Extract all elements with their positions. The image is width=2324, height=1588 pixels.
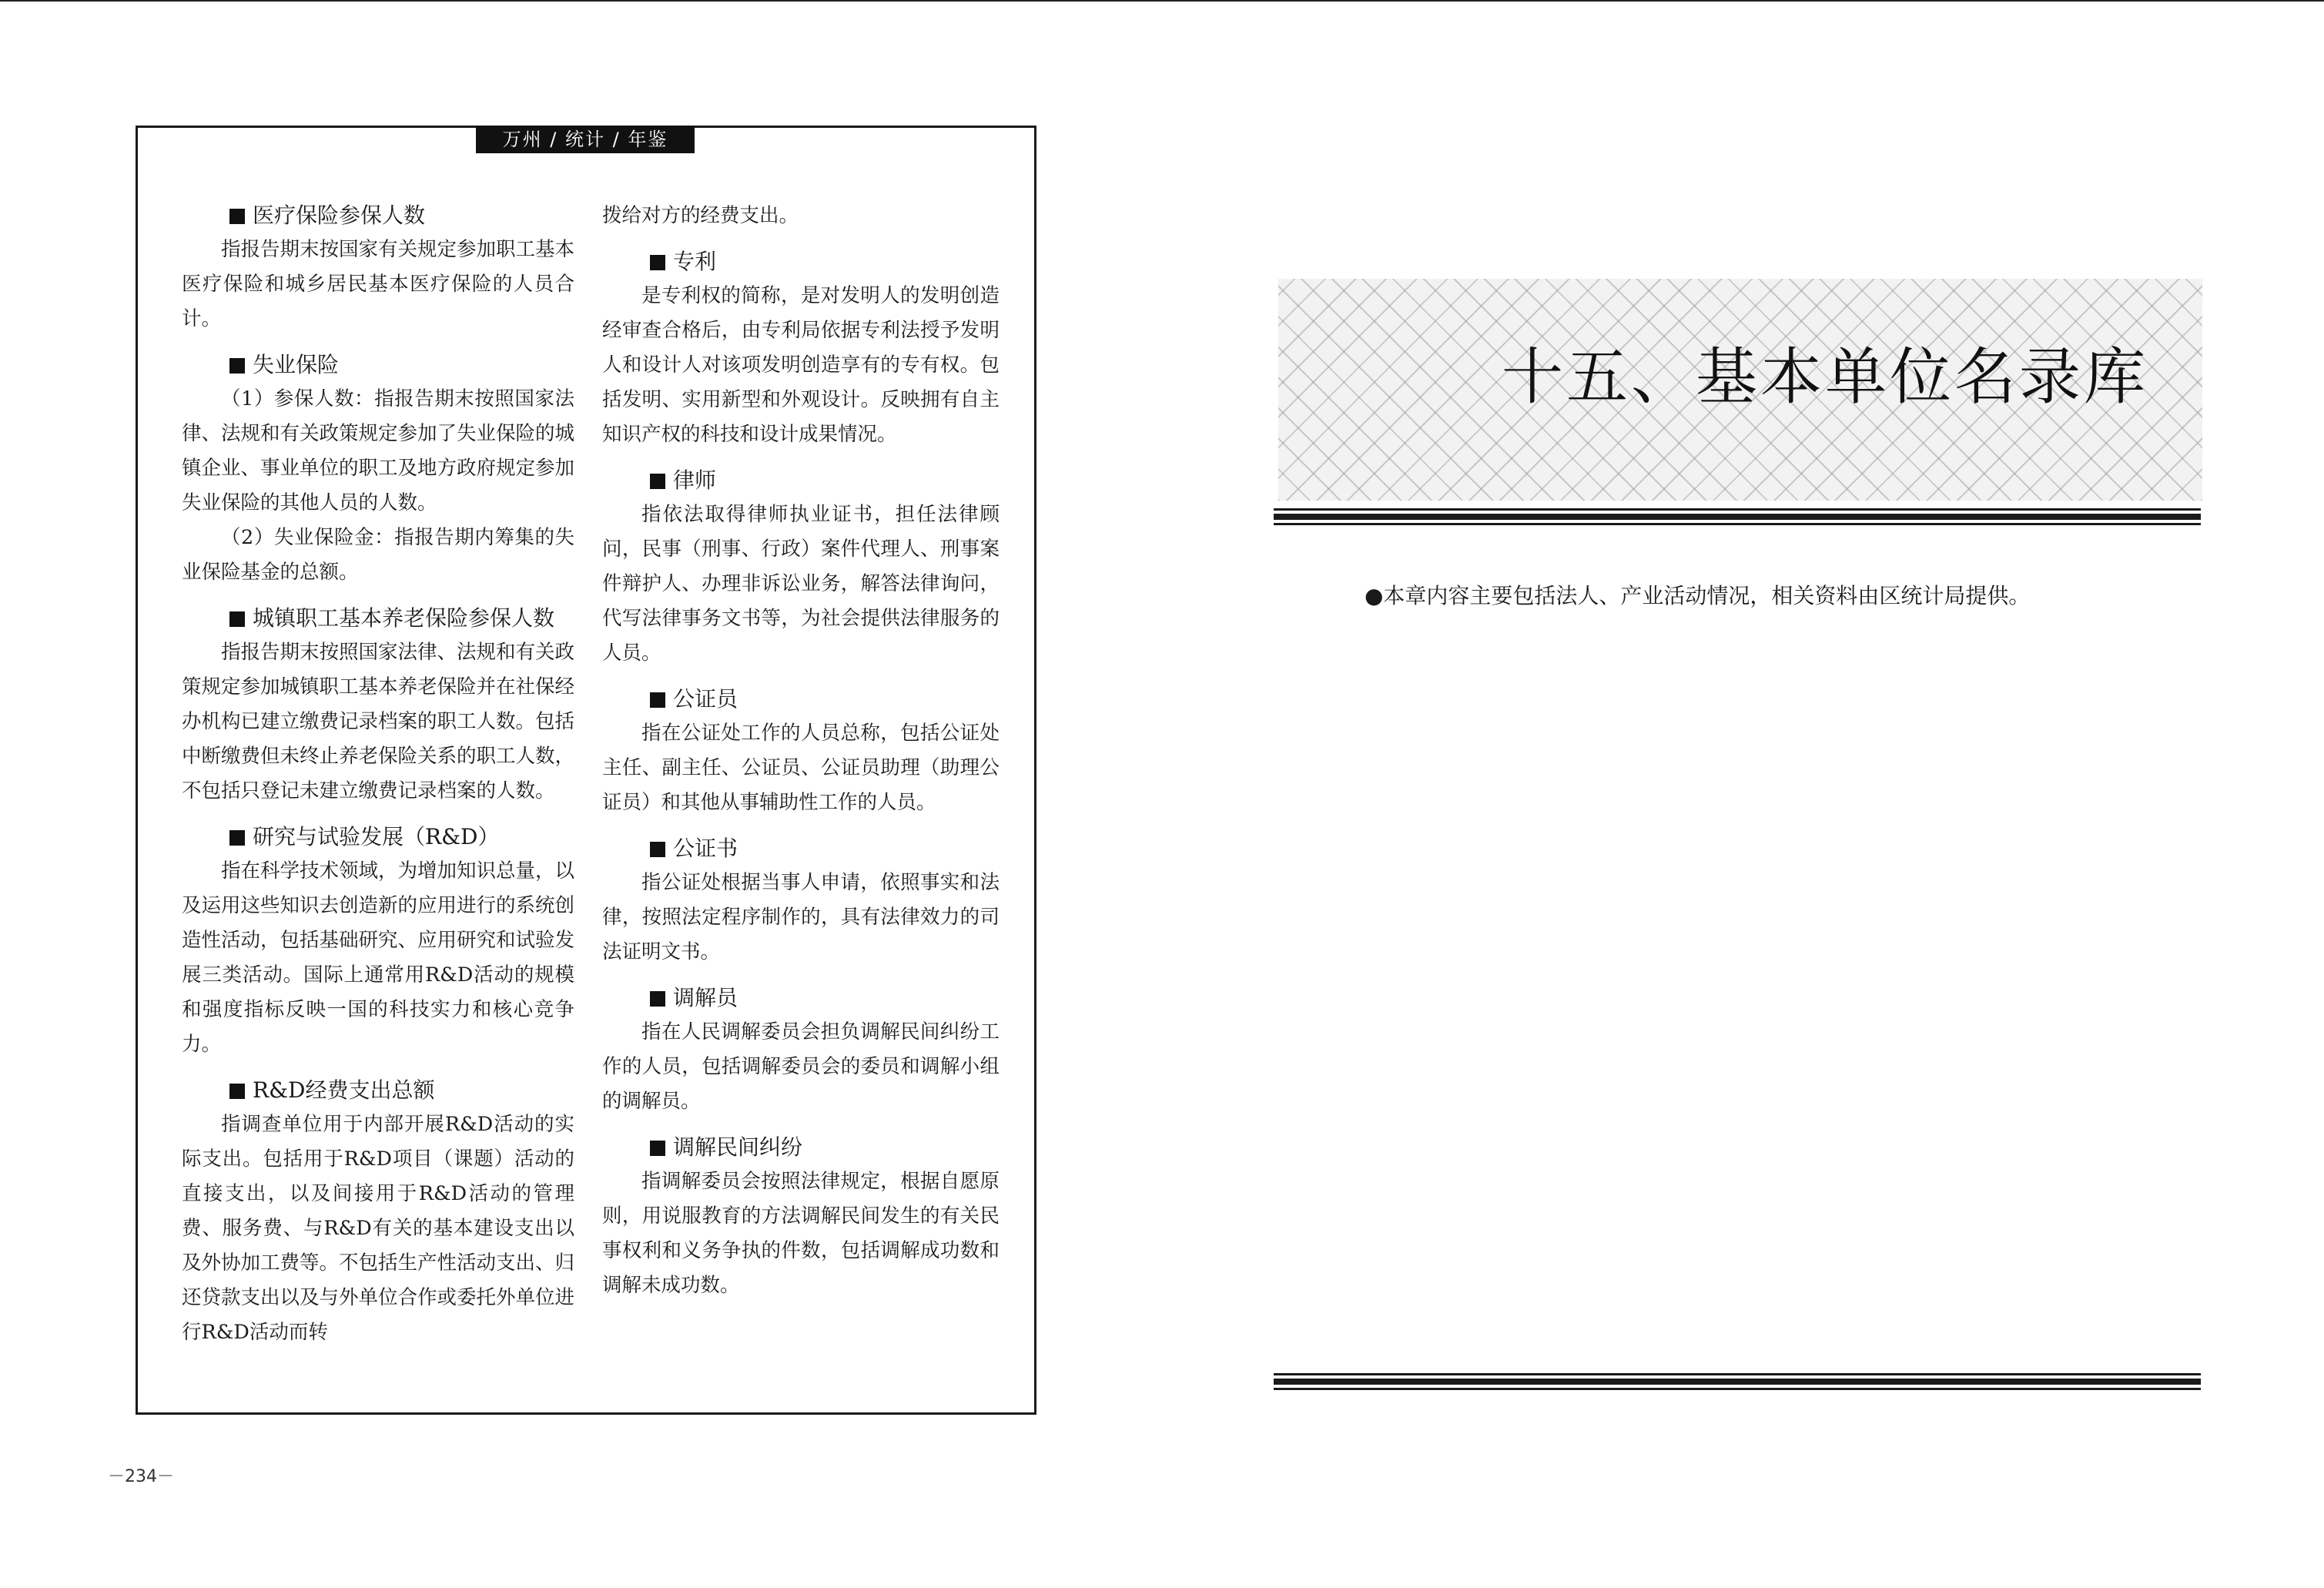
- section-heading-text: 失业保险: [253, 352, 340, 377]
- black-square-bullet-icon: [229, 1084, 245, 1099]
- definition-paragraph: 指报告期末按国家有关规定参加职工基本医疗保险和城乡居民基本医疗保险的人员合计。: [182, 238, 575, 330]
- top-edge-rule: [0, 0, 2324, 2]
- section-heading-text: 调解民间纠纷: [673, 1134, 803, 1160]
- definition-paragraph: （1）参保人数：指报告期末按照国家法律、法规和有关政策规定参加了失业保险的城镇企业、事业单位的职工及地方政府规定参加失业保险的其他人员的人数。: [182, 387, 575, 514]
- black-square-bullet-icon: [229, 611, 245, 627]
- chapter-title: 十五、基本单位名录库: [1502, 341, 2148, 413]
- section-heading: [602, 981, 1000, 1015]
- black-square-bullet-icon: [650, 255, 665, 270]
- rule-thin-line: [1274, 1373, 2201, 1375]
- section-heading-text: 专利: [673, 249, 717, 274]
- section-heading: [182, 1074, 574, 1107]
- left-text-column: [182, 199, 574, 1350]
- section-heading: [602, 1131, 1000, 1164]
- rule-thin-line: [1274, 1388, 2201, 1390]
- black-square-bullet-icon: [650, 1141, 665, 1156]
- section-heading: [602, 464, 1000, 498]
- section-heading-text: 公证员: [673, 686, 738, 712]
- section-heading: [182, 601, 574, 635]
- definition-paragraph: 指在人民调解委员会担负调解民间纠纷工作的人员，包括调解委员会的委员和调解小组的调解员。: [602, 1020, 1000, 1113]
- section-heading: [182, 820, 574, 854]
- section-heading: [182, 348, 574, 382]
- yearbook-header-banner: 万州 / 统计 / 年鉴: [476, 126, 695, 153]
- definition-paragraph: 是专利权的简称，是对发明人的发明创造经审查合格后，由专利局依据专利法授予发明人和设计人对该项发明创造享有的专有权。包括发明、实用新型和外观设计。反映拥有自主知识产权的科技和设计成果情况。: [602, 284, 1000, 446]
- definition-paragraph: 指公证处根据当事人申请，依照事实和法律，按照法定程序制作的，具有法律效力的司法证明文书。: [602, 871, 1000, 963]
- chapter-intro-text: ●本章内容主要包括法人、产业活动情况，相关资料由区统计局提供。: [1365, 583, 2031, 608]
- right-text-column: [602, 199, 1000, 1303]
- section-heading-text: 城镇职工基本养老保险参保人数: [253, 605, 555, 631]
- black-square-bullet-icon: [650, 991, 665, 1007]
- definition-paragraph: 指在公证处工作的人员总称，包括公证处主任、副主任、公证员、公证员助理（助理公证员）和其他从事辅助性工作的人员。: [602, 722, 1000, 814]
- section-heading-text: 律师: [673, 467, 717, 493]
- black-square-bullet-icon: [650, 474, 665, 489]
- rule-thin-line: [1274, 523, 2201, 525]
- section-heading: [602, 682, 1000, 716]
- page-bottom-rule: [1274, 1373, 2201, 1393]
- black-square-bullet-icon: [650, 842, 665, 857]
- black-square-bullet-icon: [229, 830, 245, 846]
- section-heading: [602, 245, 1000, 279]
- black-square-bullet-icon: [229, 358, 245, 374]
- rule-thick-line: [1274, 514, 2201, 520]
- section-heading-text: 研究与试验发展（R&D）: [253, 824, 500, 849]
- rule-thick-line: [1274, 1379, 2201, 1385]
- section-heading-text: 公证书: [673, 836, 738, 861]
- definition-paragraph: 指在科学技术领域，为增加知识总量，以及运用这些知识去创造新的应用进行的系统创造性活动，包括基础研究、应用研究和试验发展三类活动。国际上通常用R&D活动的规模和强度指标反映一国的科技实力和核心竞争力。: [182, 859, 575, 1056]
- definition-paragraph: 指依法取得律师执业证书，担任法律顾问，民事（刑事、行政）案件代理人、刑事案件辩护人、办理非诉讼业务，解答法律询问，代写法律事务文书等，为社会提供法律服务的人员。: [602, 503, 1000, 665]
- continued-paragraph: 拨给对方的经费支出。: [602, 204, 799, 227]
- definition-paragraph: （2）失业保险金：指报告期内筹集的失业保险基金的总额。: [182, 526, 574, 584]
- chapter-title-underline: [1274, 508, 2201, 528]
- section-heading: [602, 832, 1000, 866]
- definition-paragraph: 指调查单位用于内部开展R&D活动的实际支出。包括用于R&D项目（课题）活动的直接支出，以及间接用于R&D活动的管理费、服务费、与R&D有关的基本建设支出以及外协加工费等。不包括生产性活动支出、归还贷款支出以及与外单位合作或委托外单位进行R&D活动而转: [182, 1113, 575, 1344]
- page-number: －234－: [108, 1467, 174, 1486]
- definition-paragraph: 指调解委员会按照法律规定，根据自愿原则，用说服教育的方法调解民间发生的有关民事权利和义务争执的件数，包括调解成功数和调解未成功数。: [602, 1170, 1000, 1297]
- section-heading-text: 医疗保险参保人数: [253, 203, 426, 228]
- definition-paragraph: 指报告期末按照国家法律、法规和有关政策规定参加城镇职工基本养老保险并在社保经办机构已建立缴费记录档案的职工人数。包括中断缴费但未终止养老保险关系的职工人数，不包括只登记未建立缴费记录档案的人数。: [182, 641, 575, 802]
- black-square-bullet-icon: [229, 209, 245, 224]
- section-heading: [182, 199, 574, 233]
- section-heading-text: 调解员: [673, 985, 738, 1010]
- rule-thin-line: [1274, 508, 2201, 511]
- section-heading-text: R&D经费支出总额: [253, 1077, 435, 1103]
- black-square-bullet-icon: [650, 692, 665, 708]
